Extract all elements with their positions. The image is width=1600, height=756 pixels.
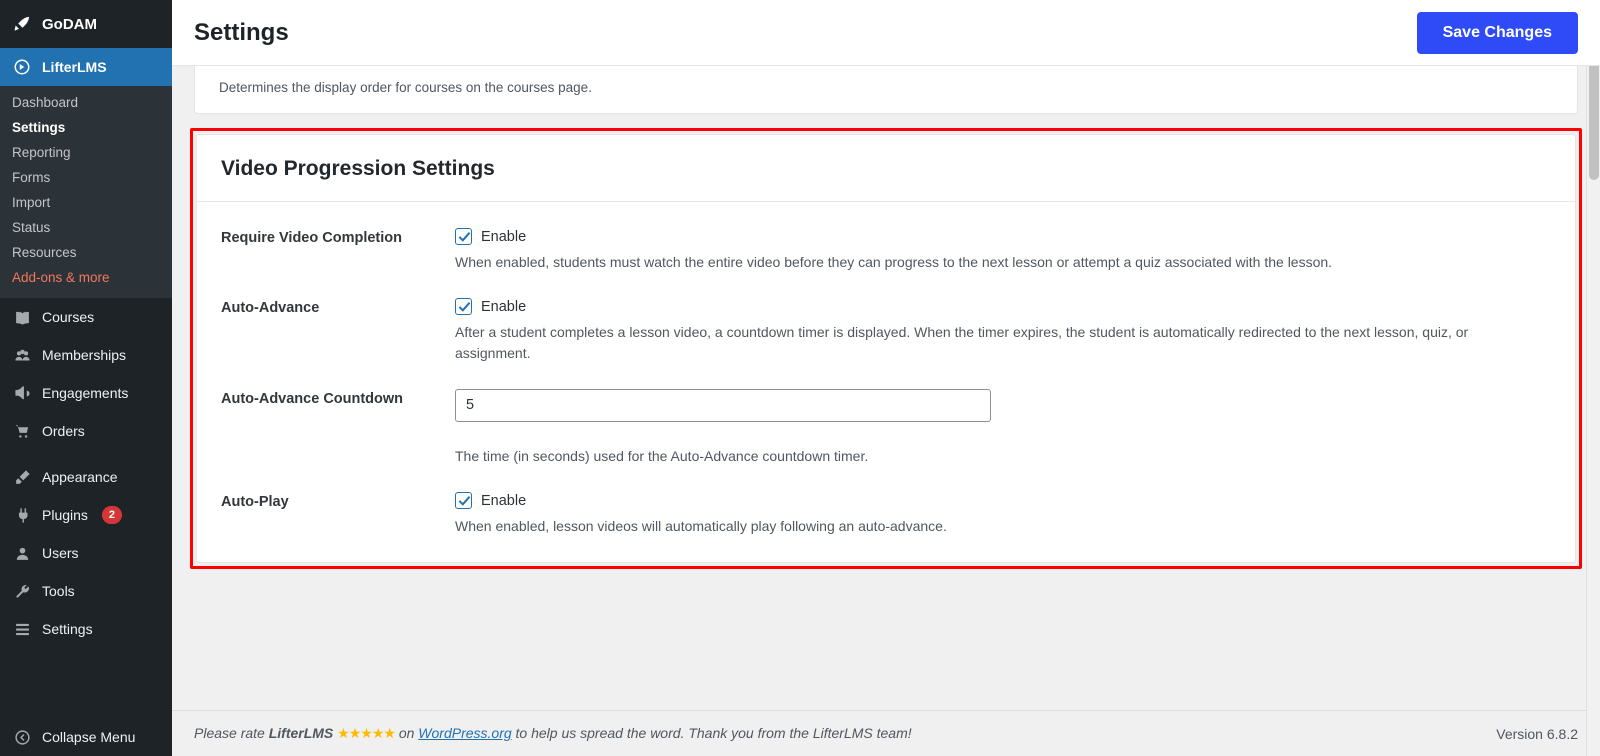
auto-advance-countdown-input[interactable] <box>455 389 991 422</box>
plug-icon <box>12 505 32 525</box>
sidebar-item-lifterlms[interactable] <box>0 48 172 86</box>
sidebar-item-courses[interactable] <box>0 298 172 336</box>
auto-advance-checkbox[interactable] <box>455 298 472 315</box>
submenu-item-forms[interactable]: Forms <box>12 170 51 185</box>
sidebar-divider <box>0 450 172 458</box>
collapse-menu-label: Collapse Menu <box>42 728 136 745</box>
sidebar-item-label: Plugins <box>42 506 88 523</box>
sidebar-item-label: Courses <box>42 308 95 325</box>
video-progression-settings-card <box>196 134 1576 563</box>
brush-icon <box>12 467 32 487</box>
collapse-icon <box>12 727 32 747</box>
sidebar-item-memberships[interactable] <box>0 336 172 374</box>
field-control <box>455 298 1551 363</box>
brand-label: GoDAM <box>42 15 97 33</box>
user-icon <box>12 543 32 563</box>
submenu-item-resources[interactable]: Resources <box>12 245 77 260</box>
sidebar-item-tools[interactable] <box>0 572 172 610</box>
page-scrollbar[interactable] <box>1586 0 1600 756</box>
submenu-item-settings[interactable]: Settings <box>12 120 66 135</box>
admin-footer <box>172 710 1600 756</box>
sidebar-item-users[interactable] <box>0 534 172 572</box>
admin-sidebar <box>0 0 172 756</box>
field-auto-advance-countdown <box>221 389 1551 466</box>
sidebar-item-label: Engagements <box>42 384 129 401</box>
card-body <box>197 202 1575 562</box>
collapse-menu-button[interactable] <box>0 718 172 756</box>
footer-version: Version 6.8.2 <box>1496 725 1578 742</box>
field-label: Require Video Completion <box>221 230 403 246</box>
sidebar-item-label: Orders <box>42 422 85 439</box>
main-area <box>172 0 1600 756</box>
auto-play-checkbox[interactable] <box>455 492 472 509</box>
footer-suffix: to help us spread the word. Thank you from the LifterLMS team! <box>515 725 912 741</box>
brand-godam[interactable] <box>0 0 172 48</box>
field-help-text: After a student completes a lesson video, a countdown timer is displayed. When the timer expires, the student is automatically redirected to the next lesson, quiz, or assignment. <box>455 324 1469 361</box>
settings-content <box>172 66 1600 756</box>
card-header <box>197 135 1575 202</box>
previous-setting-panel <box>194 66 1578 114</box>
checkbox-line[interactable] <box>455 298 1551 315</box>
field-help-text: When enabled, lesson videos will automatically play following an auto-advance. <box>455 518 947 535</box>
field-auto-play <box>221 492 1551 536</box>
sidebar-item-label: LifterLMS <box>42 58 107 75</box>
field-auto-advance <box>221 298 1551 363</box>
checkbox-label: Enable <box>481 492 527 509</box>
cart-icon <box>12 421 32 441</box>
checkbox-label: Enable <box>481 298 527 315</box>
checkbox-line[interactable] <box>455 228 1551 245</box>
footer-rate-prefix: Please rate <box>194 725 265 741</box>
rocket-icon <box>12 14 32 34</box>
page-title: Settings <box>194 18 289 46</box>
previous-setting-help: Determines the display order for courses on the courses page. <box>219 80 592 95</box>
footer-rate-text <box>194 725 912 742</box>
footer-on-text: on <box>398 725 415 741</box>
field-help-text: The time (in seconds) used for the Auto-Advance countdown timer. <box>455 447 869 464</box>
field-label: Auto-Advance <box>221 300 320 317</box>
section-title: Video Progression Settings <box>221 157 495 180</box>
field-help-text: When enabled, students must watch the entire video before they can progress to the next lesson or attempt a quiz associated with the lesson. <box>455 254 1333 270</box>
checkbox-line[interactable] <box>455 492 1551 509</box>
sidebar-item-settings[interactable] <box>0 610 172 648</box>
submenu-item-status[interactable]: Status <box>12 220 51 235</box>
field-control <box>455 389 1551 466</box>
sidebar-item-label: Settings <box>42 620 93 637</box>
sidebar-item-label: Appearance <box>42 468 118 485</box>
submenu-item-reporting[interactable]: Reporting <box>12 145 71 160</box>
require-video-completion-checkbox[interactable] <box>455 228 472 245</box>
submenu-item-dashboard[interactable]: Dashboard <box>12 95 79 110</box>
groups-icon <box>12 345 32 365</box>
sidebar-item-label: Users <box>42 544 79 561</box>
footer-stars[interactable]: ★★★★★ <box>337 725 395 741</box>
submenu-item-import[interactable]: Import <box>12 195 51 210</box>
wrench-icon <box>12 581 32 601</box>
lifterlms-submenu <box>0 86 172 298</box>
megaphone-icon <box>12 383 32 403</box>
sidebar-item-label: Memberships <box>42 346 127 363</box>
field-control <box>455 492 1551 536</box>
scrollbar-thumb[interactable] <box>1589 60 1599 180</box>
lifterlms-icon <box>12 57 32 77</box>
wordpress-org-link[interactable]: WordPress.org <box>418 725 512 741</box>
sidebar-item-label: Tools <box>42 582 75 599</box>
submenu-item-addons-and-more[interactable]: Add-ons & more <box>12 270 110 285</box>
footer-plugin-name: LifterLMS <box>268 725 334 741</box>
sidebar-item-appearance[interactable] <box>0 458 172 496</box>
sliders-icon <box>12 619 32 639</box>
field-label: Auto-Play <box>221 494 289 511</box>
save-changes-button[interactable]: Save Changes <box>1417 12 1578 54</box>
field-require-video-completion <box>221 228 1551 272</box>
page-header <box>172 0 1600 66</box>
sidebar-item-plugins[interactable] <box>0 496 172 534</box>
field-label: Auto-Advance Countdown <box>221 390 404 407</box>
sidebar-item-engagements[interactable] <box>0 374 172 412</box>
checkbox-label: Enable <box>481 228 527 245</box>
sidebar-item-orders[interactable] <box>0 412 172 450</box>
field-control <box>455 228 1551 272</box>
book-icon <box>12 307 32 327</box>
plugins-update-badge: 2 <box>102 506 122 525</box>
highlight-box <box>190 128 1582 569</box>
